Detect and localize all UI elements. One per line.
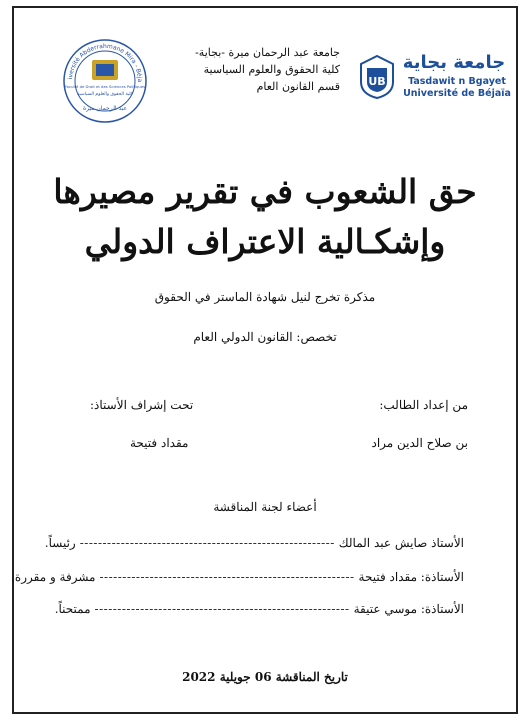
logo-line1: Tasdawit n Bgayet — [408, 76, 506, 87]
committee-member-name: الأستاذة: موسي عتيقة — [353, 602, 464, 616]
seal-bottom-text: عبد الرحمان ميرة — [82, 105, 128, 112]
specialization: تخصص: القانون الدولي العام — [193, 330, 337, 344]
supervisor-label: تحت إشراف الأستاذ: — [90, 398, 194, 412]
student-name: بن صلاح الدين مراد — [371, 436, 468, 450]
seal-inner-text: Faculté de Droit et des Sciences Politiques — [64, 84, 146, 89]
committee-member-name: الأستاذ صايش عبد المالك — [338, 536, 464, 550]
institution-department: قسم القانون العام — [256, 80, 340, 93]
thesis-title-line2: وإشكـالية الاعتراف الدولي — [84, 222, 446, 261]
committee-title: أعضاء لجنة المناقشة — [213, 500, 317, 514]
seal-icon — [62, 38, 148, 124]
seal-inner-text-ar: كلية الحقوق والعلوم السياسية — [77, 92, 133, 97]
defense-date: تاريخ المناقشة 06 جويلية 2022 — [182, 670, 348, 684]
thesis-subtitle: مذكرة تخرج لنيل شهادة الماستر في الحقوق — [154, 290, 376, 304]
seal-outer-text: iversité Abderrahmane Mira - Béja — [67, 42, 144, 83]
institution-faculty: كلية الحقوق والعلوم السياسية — [203, 63, 340, 76]
committee-dashes: -------------------------------------------------------- — [99, 570, 355, 584]
university-seal — [62, 38, 148, 124]
committee-member-role: رئيساً. — [44, 536, 76, 550]
university-emblem-icon — [358, 54, 396, 100]
committee-member-row — [44, 536, 464, 550]
student-label: من إعداد الطالب: — [379, 398, 468, 412]
committee-dashes: -------------------------------------------------------- — [94, 602, 350, 616]
committee-member-role: ممتحناً. — [54, 602, 91, 616]
committee-member-name: الأستاذة: مقداد فتيحة — [358, 570, 464, 584]
committee-member-role: مشرفة و مقررة. — [11, 570, 96, 584]
svg-text:UB: UB — [368, 75, 386, 88]
thesis-title-line1: حق الشعوب في تقرير مصيرها — [53, 172, 477, 211]
logo-line2: Université de Béjaïa — [403, 88, 511, 99]
institution-header — [190, 44, 340, 95]
committee-dashes: -------------------------------------------------------- — [79, 536, 335, 550]
university-logo — [358, 52, 518, 108]
institution-university: جامعة عبد الرحمان ميرة -بجاية- — [195, 46, 340, 59]
committee-member-row — [54, 602, 464, 616]
logo-arabic-name: جامعة بجاية — [402, 52, 506, 73]
committee-member-row — [11, 570, 464, 584]
supervisor-name: مقداد فتيحة — [130, 436, 189, 450]
